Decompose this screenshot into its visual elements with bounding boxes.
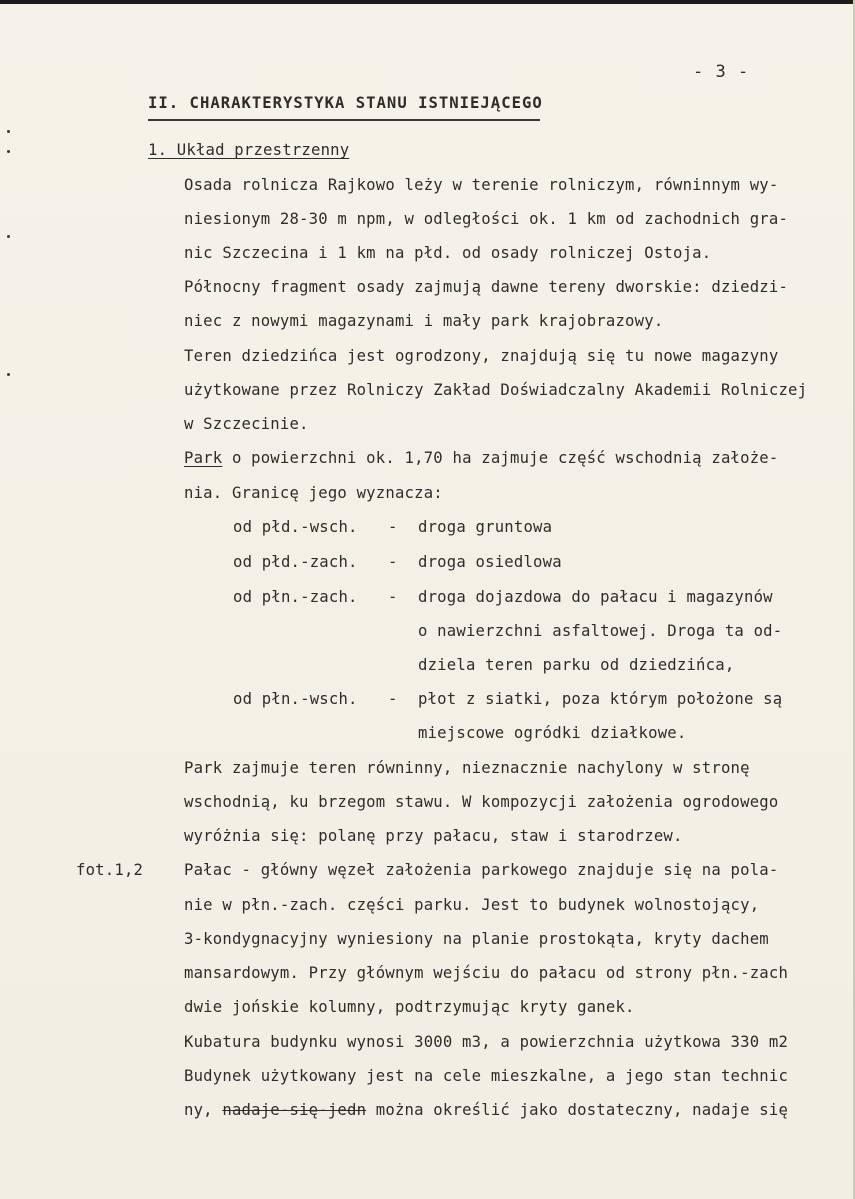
- text-line: Teren dziedzińca jest ogrodzony, znajdują się tu nowe magazyny: [184, 347, 779, 365]
- text-line: dwie jońskie kolumny, podtrzymując kryty ganek.: [184, 998, 635, 1016]
- text-fragment: o powierzchni ok. 1,70 ha zajmuje część wschodnią założe-: [222, 449, 779, 467]
- text-line: wyróżnia się: polanę przy pałacu, staw i starodrzew.: [184, 827, 683, 845]
- text-line: Pałac - główny węzeł założenia parkowego znajduje się na pola-: [184, 861, 779, 879]
- text-line: Osada rolnicza Rajkowo leży w terenie rolniczym, równinnym wy-: [184, 176, 779, 194]
- text-line: Północny fragment osady zajmują dawne tereny dworskie: dziedzi-: [184, 278, 789, 296]
- text-line: niec z nowymi magazynami i mały park krajobrazowy.: [184, 312, 664, 330]
- boundary-description: płot z siatki, poza którym położone są: [418, 690, 783, 708]
- page-number: - 3 -: [693, 62, 750, 82]
- punch-mark: [7, 130, 10, 133]
- boundary-direction: od płd.-wsch.: [233, 518, 358, 536]
- scan-top-edge: [0, 0, 855, 4]
- text-line: w Szczecinie.: [184, 415, 309, 433]
- text-line: 3-kondygnacyjny wyniesiony na planie prostokąta, kryty dachem: [184, 930, 769, 948]
- text-line: nic Szczecina i 1 km na płd. od osady rolniczej Ostoja.: [184, 244, 712, 262]
- text-line: wschodnią, ku brzegom stawu. W kompozycji założenia ogrodowego: [184, 793, 779, 811]
- punch-mark: [7, 235, 10, 238]
- boundary-description: droga gruntowa: [418, 518, 553, 536]
- boundary-direction: od płn.-zach.: [233, 588, 358, 606]
- text-line: [184, 448, 778, 468]
- boundary-dash: -: [388, 553, 398, 571]
- boundary-description: droga dojazdowa do pałacu i magazynów: [418, 588, 773, 606]
- text-line: [184, 1100, 788, 1120]
- text-line: niesionym 28-30 m npm, w odległości ok. 1 km od zachodnich gra-: [184, 210, 789, 228]
- punch-mark: [7, 373, 10, 376]
- boundary-dash: -: [388, 518, 398, 536]
- text-fragment: ny,: [184, 1101, 223, 1119]
- boundary-description: miejscowe ogródki działkowe.: [418, 724, 687, 742]
- boundary-dash: -: [388, 588, 398, 606]
- text-line: Budynek użytkowany jest na cele mieszkalne, a jego stan technic: [184, 1067, 789, 1085]
- boundary-direction: od płn.-wsch.: [233, 690, 358, 708]
- text-fragment: można określić jako dostateczny, nadaje się: [366, 1101, 789, 1119]
- text-line: nia. Granicę jego wyznacza:: [184, 484, 443, 502]
- park-term: Park: [184, 449, 223, 467]
- text-line: użytkowane przez Rolniczy Zakład Doświadczalny Akademii Rolniczej: [184, 381, 808, 399]
- subsection-title: [148, 140, 349, 160]
- boundary-direction: od płd.-zach.: [233, 553, 358, 571]
- subsection-title-text: 1. Układ przestrzenny: [148, 141, 350, 159]
- boundary-dash: -: [388, 690, 398, 708]
- struck-text: nadaje-się-jedn: [222, 1101, 367, 1119]
- text-line: Park zajmuje teren równinny, nieznacznie nachylony w stronę: [184, 759, 750, 777]
- section-title-underline: [148, 119, 540, 121]
- boundary-description: dziela teren parku od dziedzińca,: [418, 656, 735, 674]
- section-title: II. CHARAKTERYSTYKA STANU ISTNIEJĄCEGO: [148, 94, 543, 112]
- boundary-description: droga osiedlowa: [418, 553, 562, 571]
- text-line: mansardowym. Przy głównym wejściu do pałacu od strony płn.-zach: [184, 964, 789, 982]
- text-line: Kubatura budynku wynosi 3000 m3, a powierzchnia użytkowa 330 m2: [184, 1033, 789, 1051]
- margin-note: fot.1,2: [76, 861, 144, 879]
- boundary-description: o nawierzchni asfaltowej. Droga ta od-: [418, 622, 783, 640]
- punch-mark: [7, 150, 10, 153]
- text-line: nie w płn.-zach. części parku. Jest to budynek wolnostojący,: [184, 896, 760, 914]
